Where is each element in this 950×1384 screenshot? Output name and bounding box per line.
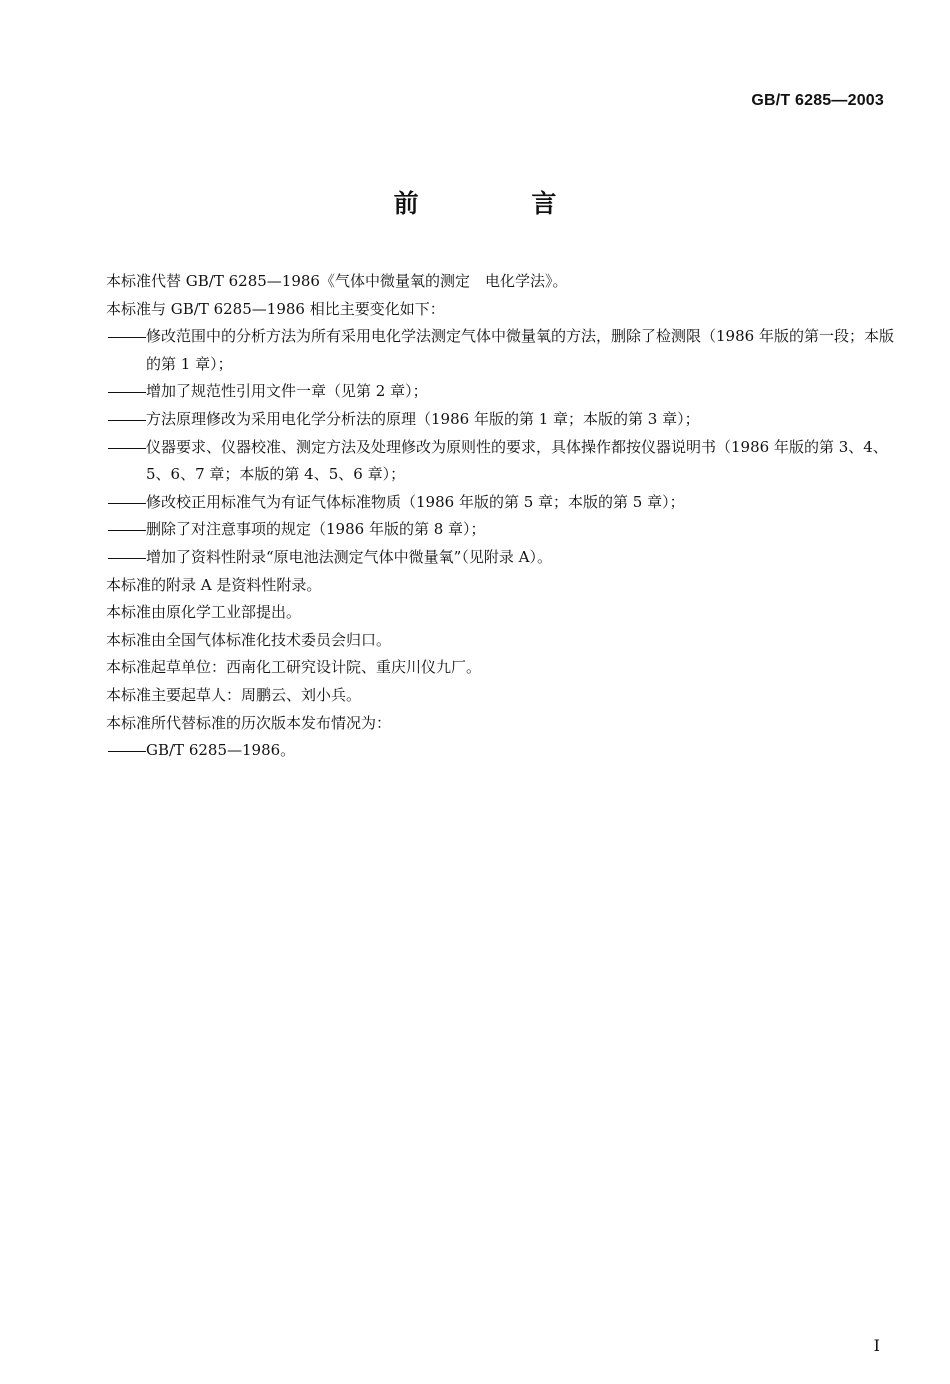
change-item (106, 544, 896, 572)
change-item (106, 434, 896, 489)
history-item (106, 737, 896, 765)
statement-drafting-units: 本标准起草单位：西南化工研究设计院、重庆川仪九厂。 (106, 658, 482, 677)
dash-mark (106, 746, 146, 756)
change-item (106, 378, 896, 406)
dash-mark (106, 553, 146, 563)
intro-paragraph-replaces: 本标准代替 GB/T 6285—1986《气体中微量氧的测定 电化学法》。 (106, 272, 568, 290)
change-item-text: 修改范围中的分析方法为所有采用电化学法测定气体中微量氧的方法，删除了检测限（1986 年版的第一段；本版的第 1 章）； (146, 327, 894, 373)
change-item-text: 增加了资料性附录“原电池法测定气体中微量氧”（见附录 A）。 (146, 547, 552, 566)
dash-mark (106, 443, 146, 453)
dash-mark (106, 332, 146, 342)
change-item (106, 323, 896, 378)
change-item-text: 增加了规范性引用文件一章（见第 2 章）； (146, 382, 428, 401)
statement-proposer: 本标准由原化学工业部提出。 (106, 603, 302, 622)
change-item-text: 仪器要求、仪器校准、测定方法及处理修改为原则性的要求，具体操作都按仪器说明书（1986 年版的第 3、4、5、6、7 章；本版的第 4、5、6 章）； (146, 437, 888, 484)
dash-mark (106, 498, 146, 508)
statement-committee: 本标准由全国气体标准化技术委员会归口。 (106, 630, 392, 649)
statement-annex: 本标准的附录 A 是资料性附录。 (106, 575, 322, 594)
change-item (106, 406, 896, 434)
page-number: I (873, 1336, 880, 1355)
dash-mark (106, 387, 146, 397)
change-item-text: 修改校正用标准气为有证气体标准物质（1986 年版的第 5 章；本版的第 5 章）； (146, 492, 685, 511)
dash-mark (106, 415, 146, 425)
change-item (106, 516, 896, 544)
page-title: 前 言 (393, 189, 609, 218)
history-item-text: GB/T 6285—1986。 (146, 741, 296, 760)
change-item-text: 方法原理修改为采用电化学分析法的原理（1986 年版的第 1 章；本版的第 3 章）； (146, 409, 700, 428)
change-item (106, 489, 896, 517)
dash-mark (106, 525, 146, 535)
statement-history: 本标准所代替标准的历次版本发布情况为： (106, 713, 392, 732)
standard-number: GB/T 6285—2003 (751, 92, 884, 109)
change-item-text: 删除了对注意事项的规定（1986 年版的第 8 章）； (146, 520, 486, 539)
statement-drafters: 本标准主要起草人：周鹏云、刘小兵。 (106, 685, 362, 704)
document-body (106, 268, 896, 765)
intro-paragraph-changes: 本标准与 GB/T 6285—1986 相比主要变化如下： (106, 299, 445, 318)
